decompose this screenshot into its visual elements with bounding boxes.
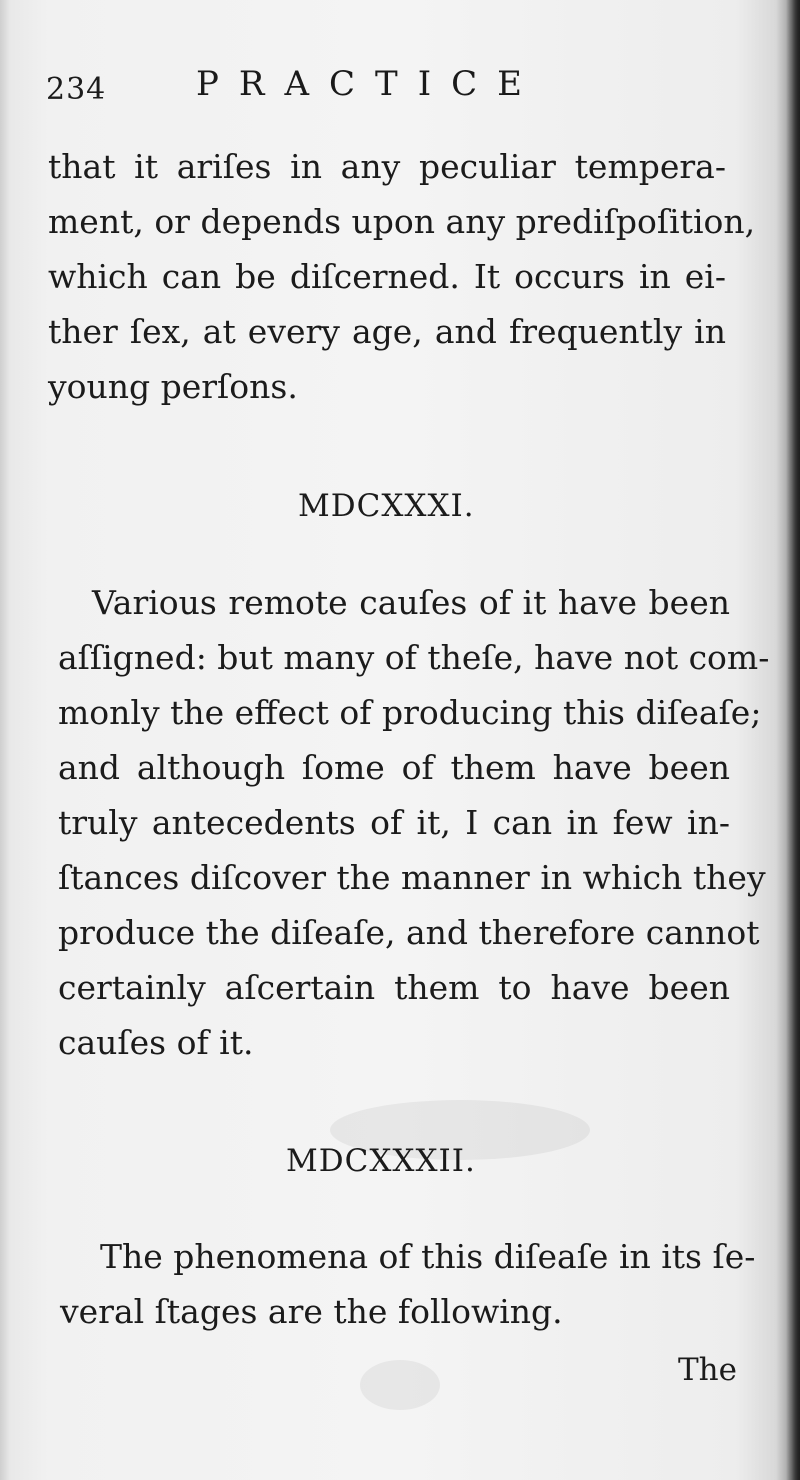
page-right-edge: [786, 0, 800, 1480]
section-number: MDCXXXII.: [286, 1143, 476, 1179]
page-left-edge: [0, 0, 10, 1480]
text-line: young perſons.: [48, 367, 298, 406]
text-line: certainly aſcertain them to have been: [58, 968, 730, 1007]
page-header: [46, 58, 746, 108]
bleed-through-smudge: [360, 1360, 440, 1410]
text-line: cauſes of it.: [58, 1023, 254, 1062]
text-line: which can be diſcerned. It occurs in ei-: [48, 257, 726, 296]
text-line: that it ariſes in any peculiar tempera-: [48, 147, 726, 186]
text-line: Various remote cauſes of it have been: [92, 583, 730, 622]
section-number: MDCXXXI.: [298, 488, 475, 524]
text-line: monly the effect of producing this diſeaſe;: [58, 693, 762, 732]
text-line: ſtances diſcover the manner in which they: [58, 858, 766, 897]
text-line: aſſigned: but many of theſe, have not com-: [58, 638, 770, 677]
catchword: The: [678, 1352, 737, 1388]
text-line: The phenomena of this diſeaſe in its ſe-: [100, 1237, 756, 1276]
text-line: veral ſtages are the following.: [60, 1292, 563, 1331]
text-line: ther ſex, at every age, and frequently in: [48, 312, 726, 351]
text-line: produce the diſeaſe, and therefore cannot: [58, 913, 760, 952]
text-line: ment, or depends upon any prediſpoſition,: [48, 202, 756, 241]
running-head: PRACTICE: [196, 64, 542, 104]
text-line: and although ſome of them have been: [58, 748, 730, 787]
text-line: truly antecedents of it, I can in few in-: [58, 803, 730, 842]
page-number: 234: [46, 72, 107, 107]
